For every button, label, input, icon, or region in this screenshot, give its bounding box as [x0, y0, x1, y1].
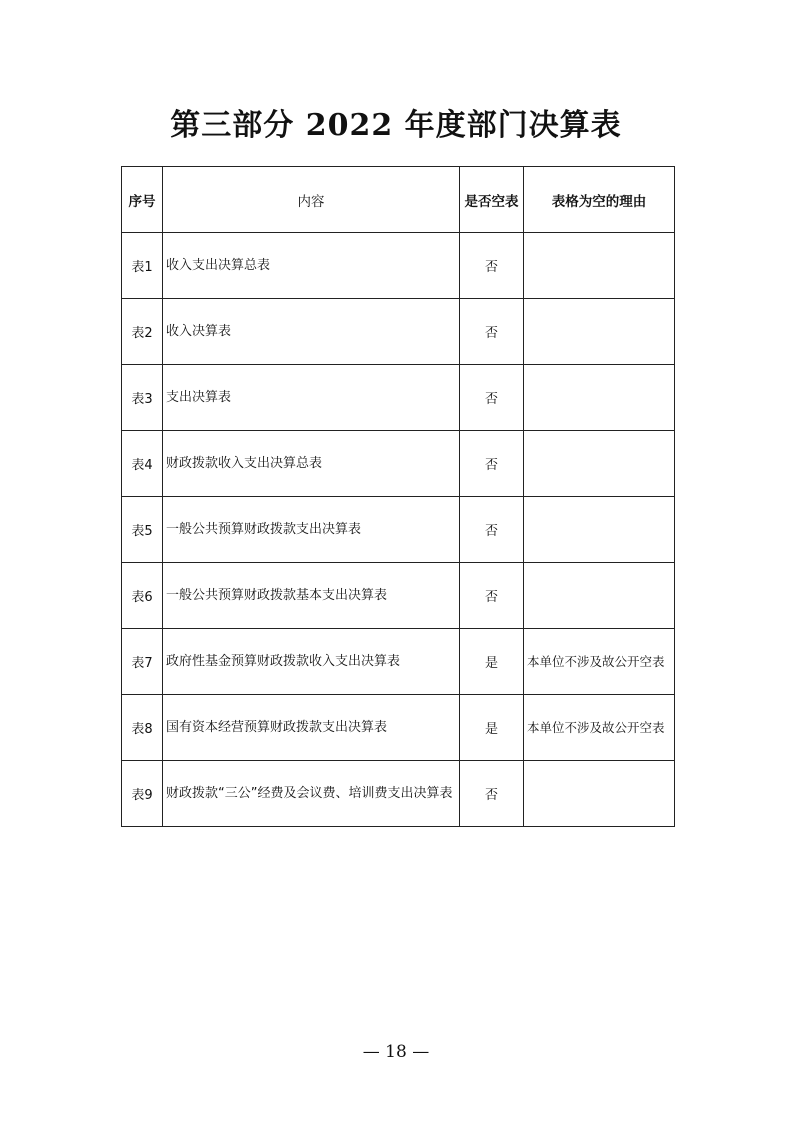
row-seq: 表7 [122, 629, 163, 695]
row-is-empty: 否 [460, 497, 524, 563]
table-row [122, 497, 675, 563]
row-reason: 本单位不涉及故公开空表 [524, 629, 675, 695]
row-seq: 表5 [122, 497, 163, 563]
table-row [122, 695, 675, 761]
row-seq: 表6 [122, 563, 163, 629]
table-row [122, 761, 675, 827]
row-is-empty: 否 [460, 233, 524, 299]
row-is-empty: 是 [460, 695, 524, 761]
row-content: 政府性基金预算财政拨款收入支出决算表 [163, 629, 460, 695]
page-number: — 18 — [362, 1042, 430, 1062]
header-content: 内容 [163, 167, 460, 233]
row-seq: 表2 [122, 299, 163, 365]
row-content: 收入决算表 [163, 299, 460, 365]
row-content: 支出决算表 [163, 365, 460, 431]
row-content: 国有资本经营预算财政拨款支出决算表 [163, 695, 460, 761]
row-reason [524, 233, 675, 299]
page-title: 第三部分 2022 年度部门决算表 [170, 108, 622, 143]
header-is-empty: 是否空表 [460, 167, 524, 233]
row-reason [524, 563, 675, 629]
row-reason [524, 761, 675, 827]
row-content: 财政拨款收入支出决算总表 [163, 431, 460, 497]
table-header-row [122, 167, 675, 233]
row-seq: 表4 [122, 431, 163, 497]
header-reason: 表格为空的理由 [524, 167, 675, 233]
row-reason [524, 431, 675, 497]
table-row [122, 365, 675, 431]
row-reason: 本单位不涉及故公开空表 [524, 695, 675, 761]
row-content: 一般公共预算财政拨款基本支出决算表 [163, 563, 460, 629]
report-table [121, 166, 675, 827]
row-is-empty: 否 [460, 431, 524, 497]
row-reason [524, 365, 675, 431]
row-reason [524, 299, 675, 365]
row-content: 收入支出决算总表 [163, 233, 460, 299]
row-seq: 表8 [122, 695, 163, 761]
row-seq: 表3 [122, 365, 163, 431]
row-content: 一般公共预算财政拨款支出决算表 [163, 497, 460, 563]
table-row [122, 299, 675, 365]
row-content: 财政拨款“三公”经费及会议费、培训费支出决算表 [163, 761, 460, 827]
row-seq: 表1 [122, 233, 163, 299]
row-is-empty: 是 [460, 629, 524, 695]
row-reason [524, 497, 675, 563]
table-row [122, 629, 675, 695]
row-is-empty: 否 [460, 563, 524, 629]
table-row [122, 233, 675, 299]
row-is-empty: 否 [460, 365, 524, 431]
row-seq: 表9 [122, 761, 163, 827]
header-seq: 序号 [122, 167, 163, 233]
row-is-empty: 否 [460, 761, 524, 827]
row-is-empty: 否 [460, 299, 524, 365]
table-row [122, 431, 675, 497]
table-row [122, 563, 675, 629]
